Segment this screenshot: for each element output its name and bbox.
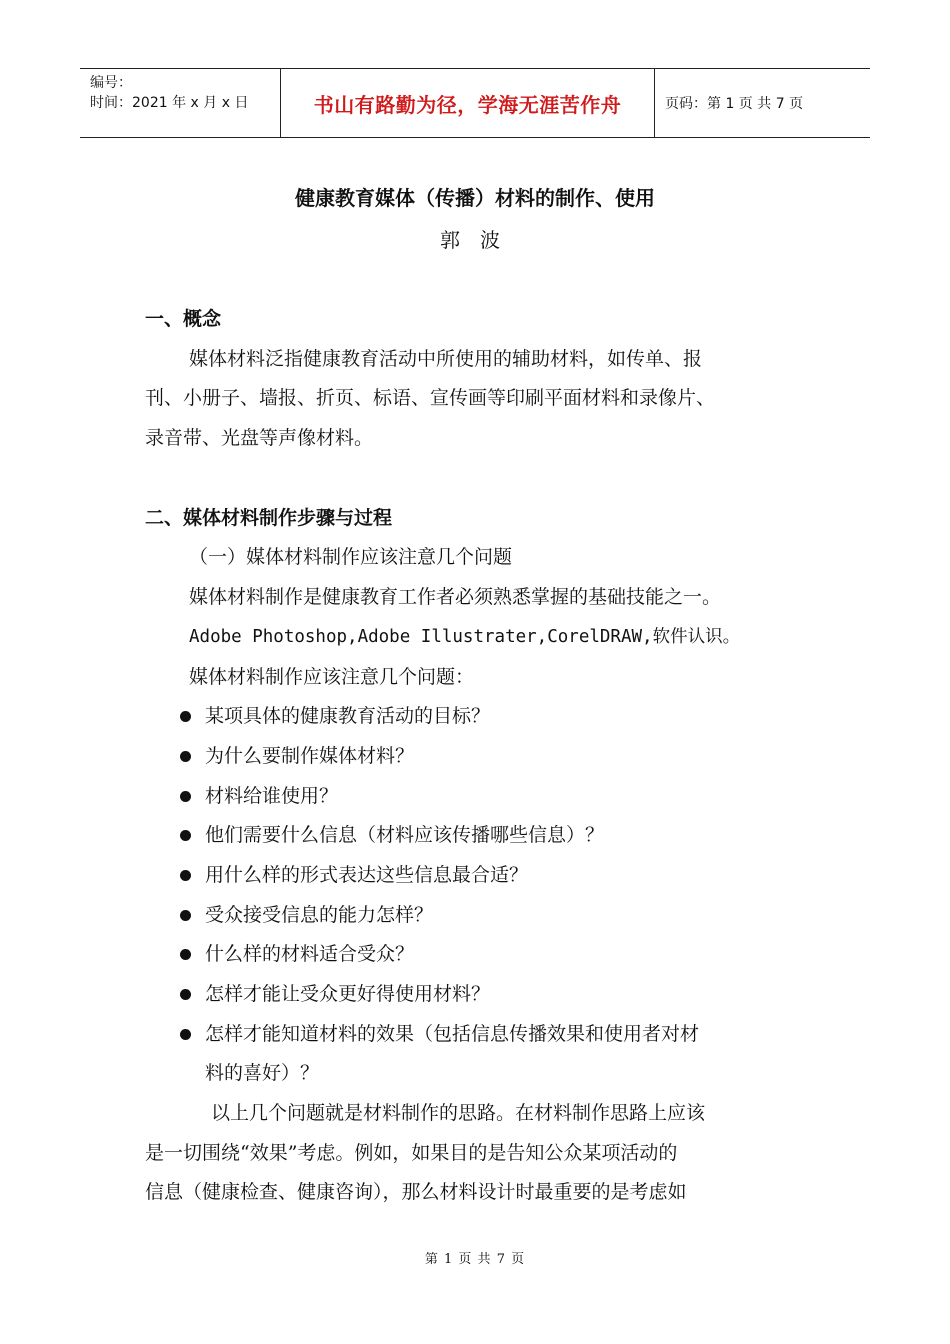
bullet-icon [180,870,191,881]
bullet-icon [180,949,191,960]
subsection-heading: （一）媒体材料制作应该注意几个问题 [189,546,513,569]
paragraph-line: 媒体材料泛指健康教育活动中所使用的辅助材料，如传单、报 [189,347,703,370]
list-item: 怎样才能让受众更好得使用材料？ [145,975,825,1015]
serial-label: 编号： [90,75,132,91]
questions-intro: 媒体材料制作应该注意几个问题： [189,665,475,688]
list-item-continuation: 料的喜好）？ [205,1062,320,1085]
list-item: 受众接受信息的能力怎样？ [145,896,825,936]
paragraph-line: 信息（健康检查、健康咨询），那么材料设计时最重要的是考虑如 [145,1181,687,1204]
paragraph-line: 以上几个问题就是材料制作的思路。在材料制作思路上应该 [211,1102,706,1125]
list-item: 材料给谁使用？ [145,777,825,817]
software-line: Adobe Photoshop,Adobe Illustrater,CorelDRAW,软件认识。 [189,626,741,647]
bullet-icon [180,791,191,802]
header-meta [80,69,281,137]
document-body [145,300,825,1213]
list-item: 怎样才能知道材料的效果（包括信息传播效果和使用者对材 [145,1015,825,1055]
paragraph-line: 刊、小册子、墙报、折页、标语、宣传画等印刷平面材料和录像片、 [145,387,716,410]
bullet-icon [180,1029,191,1040]
document-title: 健康教育媒体（传播）材料的制作、使用 [295,186,655,210]
bullet-icon [180,751,191,762]
section-heading-steps: 二、媒体材料制作步骤与过程 [145,506,393,529]
header-motto: 书山有路勤为径，学海无涯苦作舟 [281,69,655,137]
bullet-icon [180,989,191,1000]
list-item: 什么样的材料适合受众？ [145,935,825,975]
header-page-info: 页码：第 1 页 共 7 页 [665,96,804,112]
time-label: 时间：2021 年 x 月 x 日 [90,95,249,111]
paragraph-line: 媒体材料制作是健康教育工作者必须熟悉掌握的基础技能之一。 [189,586,722,609]
paragraph-line: 是一切围绕“效果”考虑。例如，如果目的是告知公众某项活动的 [145,1141,678,1164]
bullet-icon [180,711,191,722]
document-author: 郭波 [440,228,520,252]
page-header [80,68,870,138]
section-heading-concept: 一、概念 [145,308,222,330]
paragraph-line: 录音带、光盘等声像材料。 [145,427,374,450]
list-item: 为什么要制作媒体材料？ [145,737,825,777]
list-item: 他们需要什么信息（材料应该传播哪些信息）？ [145,816,825,856]
list-item: 用什么样的形式表达这些信息最合适？ [145,856,825,896]
bullet-icon [180,910,191,921]
bullet-icon [180,830,191,841]
page-footer: 第 1 页 共 7 页 [424,1252,526,1267]
list-item: 某项具体的健康教育活动的目标？ [145,697,825,737]
